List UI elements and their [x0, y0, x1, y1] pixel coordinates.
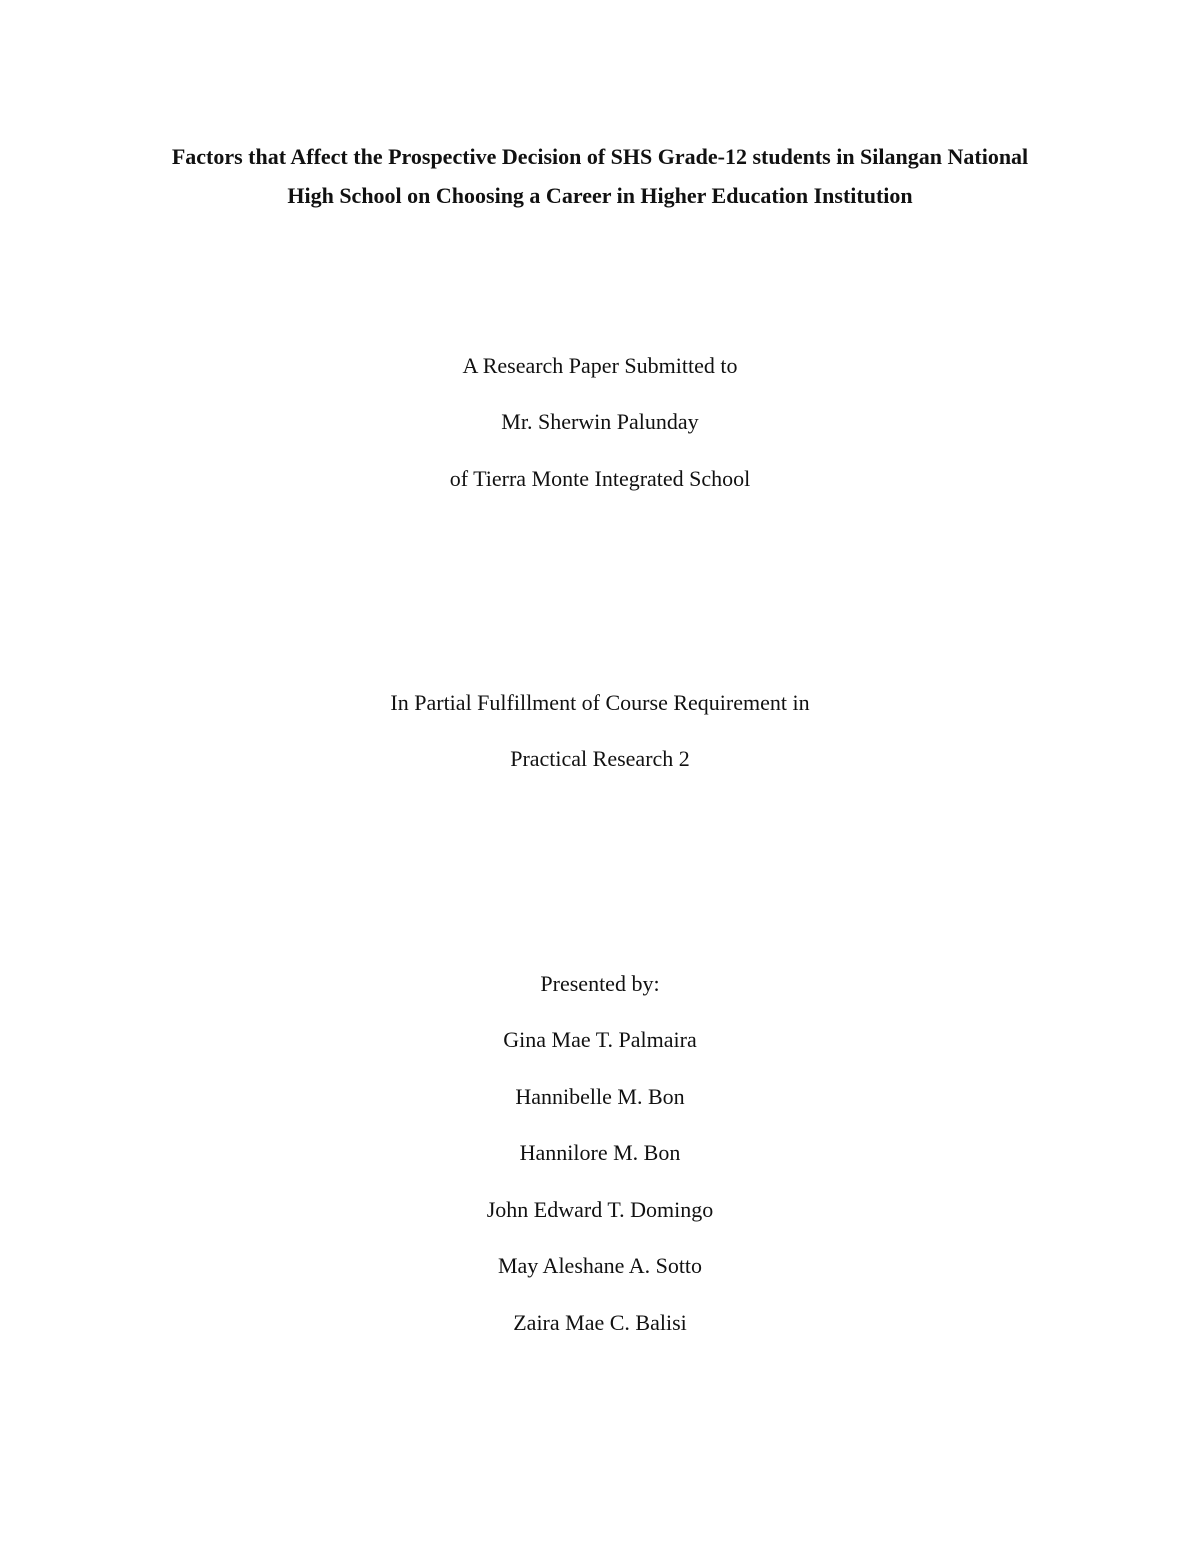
course-name: Practical Research 2: [510, 746, 690, 771]
presenter-name: Gina Mae T. Palmaira: [503, 1027, 697, 1052]
title-line-1: Factors that Affect the Prospective Decision of SHS Grade-12 students in Silangan National: [171, 144, 1029, 169]
submitted-to-line: A Research Paper Submitted to: [462, 353, 738, 378]
fulfillment-line: In Partial Fulfillment of Course Requirement in: [390, 690, 810, 715]
presenter-name: Zaira Mae C. Balisi: [513, 1310, 687, 1335]
presenter-name: May Aleshane A. Sotto: [497, 1253, 703, 1278]
presenter-name: Hannilore M. Bon: [519, 1140, 681, 1165]
presenter-name: John Edward T. Domingo: [486, 1197, 714, 1222]
instructor-name: Mr. Sherwin Palunday: [501, 409, 699, 434]
title-line-2: High School on Choosing a Career in Higher Education Institution: [287, 183, 913, 208]
presented-by-heading: Presented by:: [540, 971, 660, 996]
presenter-name: Hannibelle M. Bon: [515, 1084, 685, 1109]
school-name: of Tierra Monte Integrated School: [449, 466, 751, 491]
